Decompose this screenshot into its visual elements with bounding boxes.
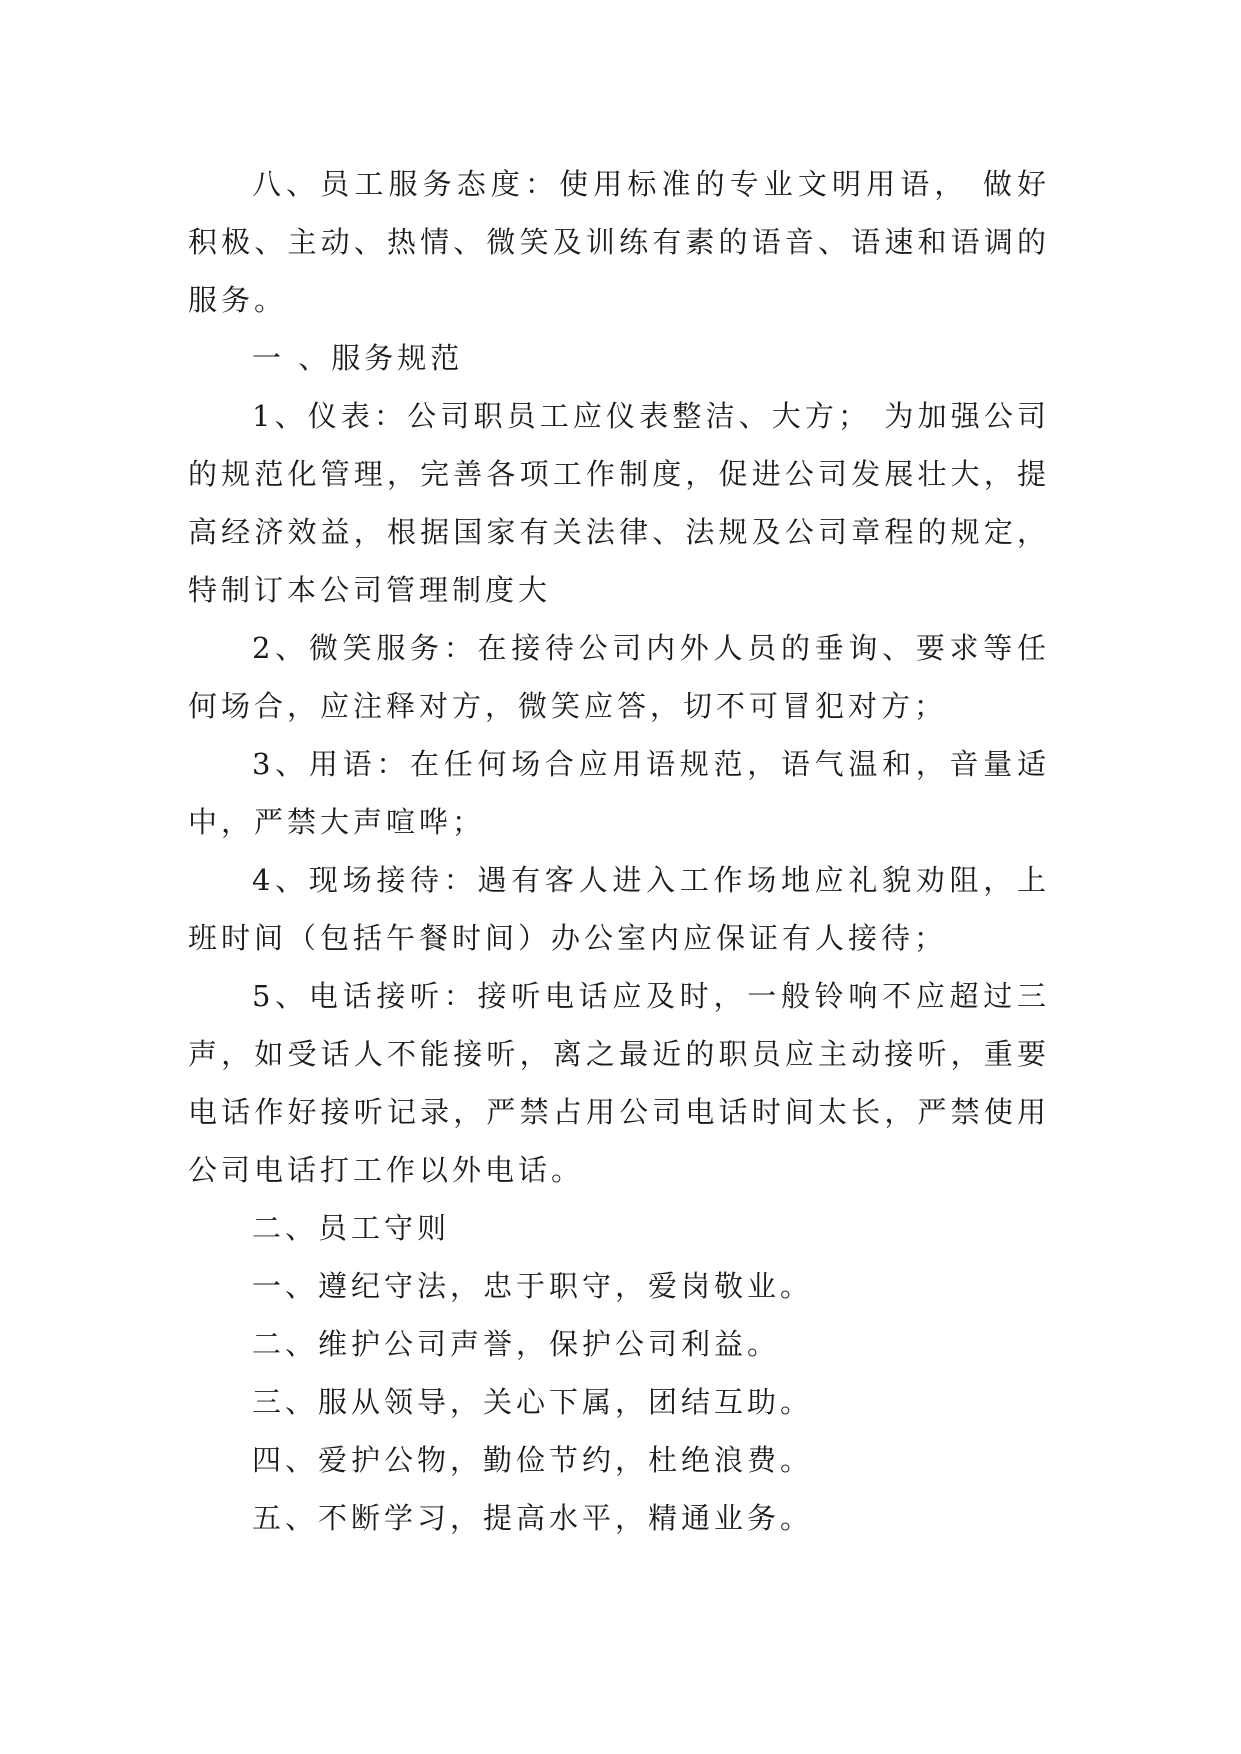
section-heading-employee-rules: 二、员工守则 — [252, 1211, 451, 1245]
rule-item-1: 一、遵纪守法，忠于职守，爱岗敬业。 — [252, 1269, 814, 1303]
rule-item-5: 五、不断学习，提高水平，精通业务。 — [252, 1501, 814, 1535]
paragraph-phone-answering: 5、电话接听：接听电话应及时，一般铃响不应超过三声，如受话人不能接听，离之最近的职员应主动接听，重要电话作好接听记录，严禁占用公司电话时间太长，严禁使用公司电话打工作以外电话。 — [188, 979, 1050, 1187]
paragraph-reception: 4、现场接待：遇有客人进入工作场地应礼貌劝阻，上班时间（包括午餐时间）办公室内应保证有人接待； — [188, 863, 1050, 955]
paragraph-appearance: 1、仪表：公司职员工应仪表整洁、大方； 为加强公司的规范化管理，完善各项工作制度，促进公司发展壮大，提高经济效益，根据国家有关法律、法规及公司章程的规定，特制订本公司管理制度大 — [188, 399, 1050, 607]
rule-item-2: 二、维护公司声誉，保护公司利益。 — [252, 1327, 781, 1361]
rule-item-3: 三、服从领导，关心下属，团结互助。 — [252, 1385, 814, 1419]
paragraph-service-attitude: 八、员工服务态度：使用标准的专业文明用语， 做好积极、主动、热情、微笑及训练有素的语音、语速和语调的服务。 — [188, 167, 1050, 317]
document-body — [188, 155, 1050, 1547]
section-heading-service-standards: 一 、服务规范 — [252, 341, 464, 375]
paragraph-language: 3、用语：在任何场合应用语规范，语气温和，音量适中，严禁大声喧哗； — [188, 747, 1050, 839]
rule-item-4: 四、爱护公物，勤俭节约，杜绝浪费。 — [252, 1443, 814, 1477]
paragraph-smile-service: 2、微笑服务：在接待公司内外人员的垂询、要求等任何场合，应注释对方，微笑应答，切不可冒犯对方； — [188, 631, 1050, 723]
